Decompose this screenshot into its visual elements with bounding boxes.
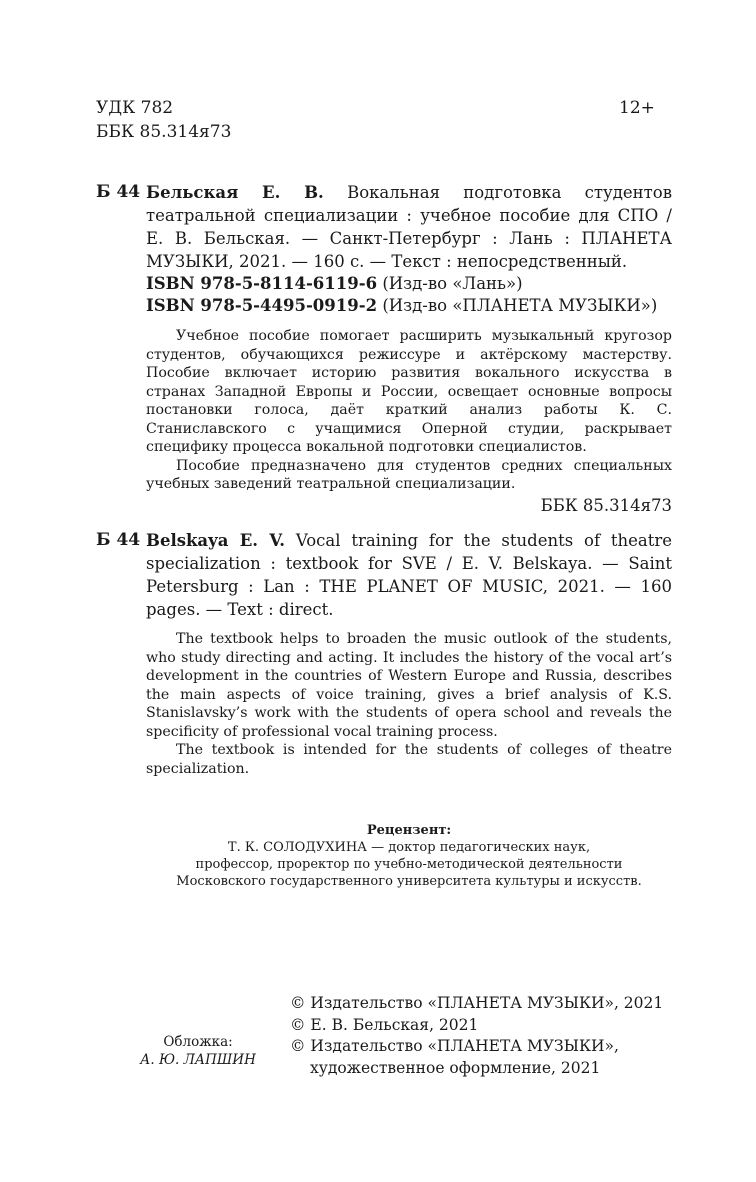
reviewer-block	[146, 822, 672, 890]
age-rating: 12+	[619, 98, 655, 118]
bbk-footer-ru: ББК 85.314я73	[540, 496, 672, 515]
isbn-line	[146, 273, 686, 295]
copyright-line: художественное оформление, 2021	[310, 1058, 601, 1077]
isbn-line	[146, 295, 686, 317]
abstract-ru	[146, 327, 672, 494]
entry-text-en: Vocal training for the students of theatre specialization : textbook for SVE / E. V. Belskaya. — Saint Petersburg : Lan : THE PLANET OF MUSIC, 2021. — 160 pages. — Text : direct.	[146, 531, 673, 619]
copyright-line: © Е. В. Бельская, 2021	[290, 1015, 479, 1034]
author-code-en: Б 44	[96, 530, 141, 550]
copyright-line: © Издательство «ПЛАНЕТА МУЗЫКИ»,	[290, 1037, 619, 1055]
udk-code: УДК 782	[96, 98, 174, 118]
author-code-ru: Б 44	[96, 182, 141, 202]
author-name-en: Belskaya E. V.	[146, 531, 286, 550]
cover-label: Обложка:	[163, 1034, 233, 1050]
abstract-en	[146, 630, 672, 778]
isbn-number: ISBN 978-5-8114-6119-6	[146, 274, 378, 293]
isbn-number: ISBN 978-5-4495-0919-2	[146, 296, 378, 315]
reviewer-line: Московского государственного университета культуры и искусств.	[176, 874, 642, 889]
abstract-paragraph: The textbook helps to broaden the music outlook of the students, who study directing and acting. It includes the history of the vocal art’s development in the countries of Western Europe and Russia, describes the main aspects of voice training, gives a brief analysis of K.S. Stanislavsky’s work with the students of opera school and reveals the specificity of professional vocal training process.	[146, 631, 672, 740]
classification-codes	[96, 96, 231, 144]
abstract-paragraph: Пособие предназначено для студентов средних специальных учебных заведений театральной специализации.	[146, 457, 672, 492]
bibliographic-entry-en	[146, 529, 672, 621]
copyright-block	[290, 993, 690, 1079]
isbn-block	[146, 273, 686, 317]
cover-credit	[118, 1033, 278, 1069]
cover-artist: А. Ю. ЛАПШИН	[140, 1052, 256, 1068]
abstract-paragraph: The textbook is intended for the students of colleges of theatre specialization.	[146, 742, 672, 777]
isbn-publisher: (Изд-во «ПЛАНЕТА МУЗЫКИ»)	[382, 296, 658, 315]
bbk-code: ББК 85.314я73	[96, 122, 232, 142]
entry-text-ru: Вокальная подготовка студентов театральной специализации : учебное пособие для СПО / Е. В. Бельская. — Санкт-Петербург : Лань : ПЛАНЕТА МУЗЫКИ, 2021. — 160 с. — Текст : непосредственный.	[146, 183, 673, 271]
copyright-line: © Издательство «ПЛАНЕТА МУЗЫКИ», 2021	[290, 994, 664, 1012]
reviewer-line: профессор, проректор по учебно-методической деятельности	[195, 857, 623, 872]
abstract-paragraph: Учебное пособие помогает расширить музыкальный кругозор студентов, обучающихся режиссуре и актёрскому мастерству. Пособие включает историю развития вокального искусства в странах Западной Европы и России, освещает основные вопросы постановки голоса, даёт краткий анализ работы К. С. Станиславского с учащимися Оперной студии, раскрывает специфику процесса вокальной подготовки специалистов.	[146, 328, 672, 455]
author-name-ru: Бельская Е. В.	[146, 183, 324, 202]
reviewer-title: Рецензент:	[366, 823, 452, 838]
isbn-publisher: (Изд-во «Лань»)	[382, 274, 523, 293]
bibliographic-entry-ru	[146, 181, 672, 273]
reviewer-line: Т. К. СОЛОДУХИНА — доктор педагогических наук,	[227, 840, 591, 855]
